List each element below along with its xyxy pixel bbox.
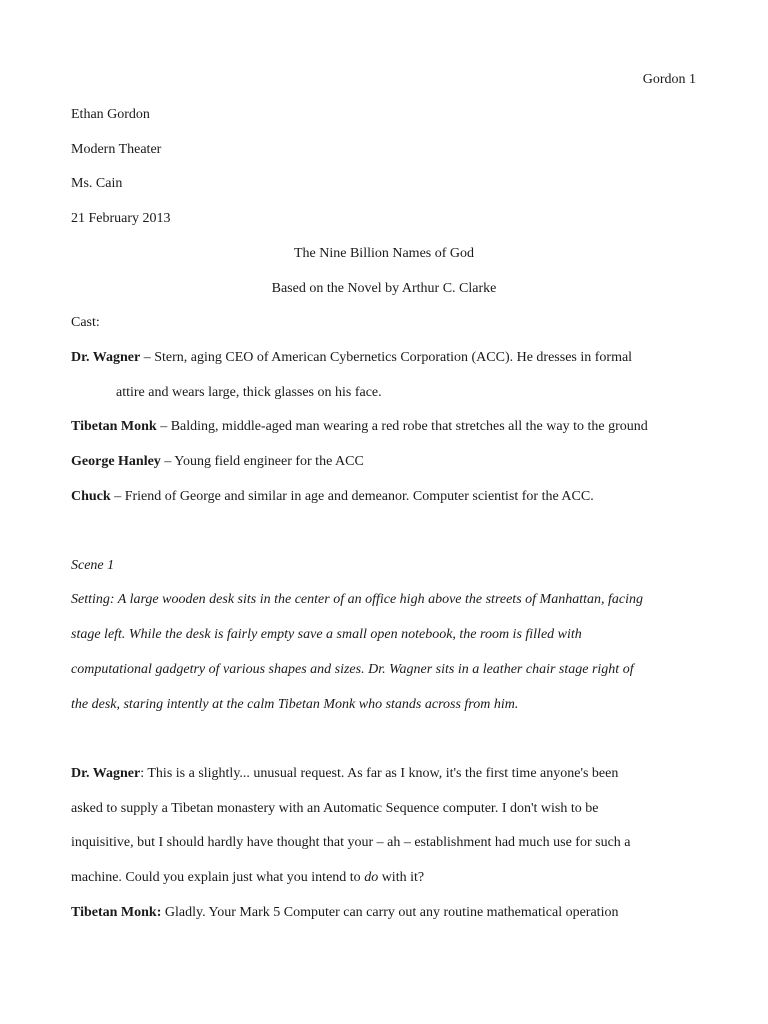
document-date: 21 February 2013: [71, 211, 171, 226]
dialogue-text: asked to supply a Tibetan monastery with an Automatic Sequence computer. I don't wish to be: [71, 801, 599, 816]
cast-name: Chuck: [71, 489, 111, 504]
cast-description: – Young field engineer for the ACC: [160, 454, 364, 469]
document-subtitle: Based on the Novel by Arthur C. Clarke: [271, 281, 497, 296]
author-name: Ethan Gordon: [71, 107, 150, 122]
page-header: Gordon 1: [642, 72, 696, 87]
speaker-name: Dr. Wagner: [71, 766, 141, 781]
scene-setting-line: the desk, staring intently at the calm Tibetan Monk who stands across from him.: [71, 697, 519, 712]
dialogue-emphasis: do: [364, 870, 379, 885]
cast-description: – Balding, middle-aged man wearing a red robe that stretches all the way to the ground: [156, 419, 648, 434]
cast-description-continued: attire and wears large, thick glasses on his face.: [116, 385, 382, 400]
scene-label: Scene 1: [71, 558, 115, 573]
cast-entry-george: [71, 453, 364, 471]
cast-entry-monk: [71, 418, 648, 436]
dialogue-line: [71, 869, 424, 887]
scene-setting-line: Setting: A large wooden desk sits in the center of an office high above the streets of Manhattan, facing: [71, 592, 643, 607]
dialogue-text: Gladly. Your Mark 5 Computer can carry out any routine mathematical operation: [161, 905, 619, 920]
speaker-name: Tibetan Monk:: [71, 905, 162, 920]
dialogue-line: [71, 904, 618, 922]
instructor-name: Ms. Cain: [71, 176, 123, 191]
dialogue-text: machine. Could you explain just what you intend to: [71, 870, 365, 885]
cast-description: – Friend of George and similar in age and demeanor. Computer scientist for the ACC.: [110, 489, 594, 504]
scene-setting-line: computational gadgetry of various shapes and sizes. Dr. Wagner sits in a leather chair stage right of: [71, 662, 634, 677]
dialogue-line: [71, 765, 618, 783]
cast-name: Dr. Wagner: [71, 350, 141, 365]
cast-entry-wagner: [71, 349, 632, 367]
scene-setting-line: stage left. While the desk is fairly empty save a small open notebook, the room is filled with: [71, 627, 582, 642]
cast-label: Cast:: [71, 315, 100, 330]
course-name: Modern Theater: [71, 142, 162, 157]
dialogue-text: with it?: [378, 870, 425, 885]
cast-entry-chuck: [71, 488, 594, 506]
document-title: The Nine Billion Names of God: [293, 246, 475, 261]
dialogue-text: : This is a slightly... unusual request. As far as I know, it's the first time anyone's been: [140, 766, 619, 781]
dialogue-text: inquisitive, but I should hardly have thought that your – ah – establishment had much use for such a: [71, 835, 631, 850]
cast-name: George Hanley: [71, 454, 161, 469]
cast-name: Tibetan Monk: [71, 419, 157, 434]
cast-description: – Stern, aging CEO of American Cybernetics Corporation (ACC). He dresses in formal: [140, 350, 633, 365]
